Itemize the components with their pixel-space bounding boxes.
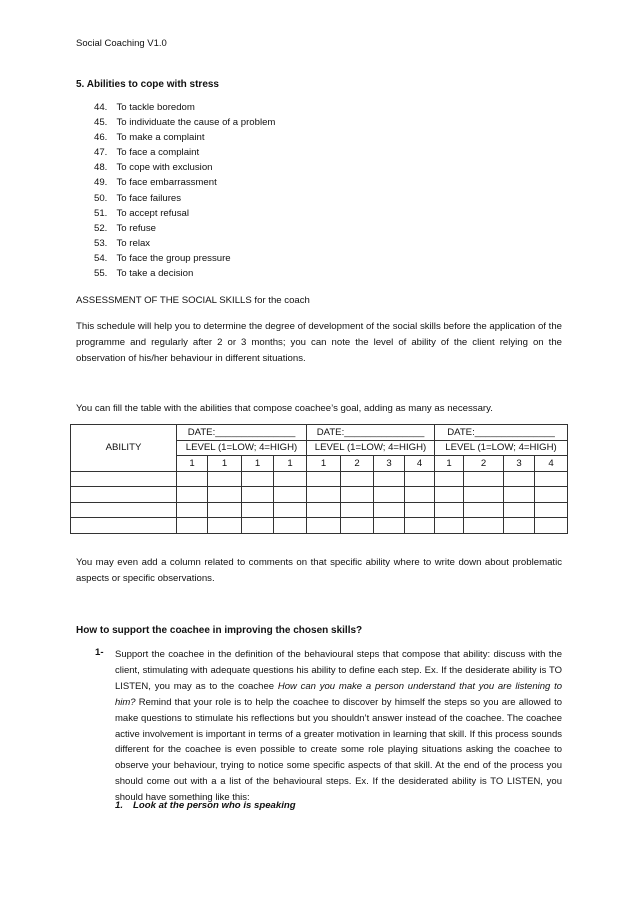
date-field[interactable]: DATE:_______________ (177, 425, 307, 441)
list-item (94, 130, 275, 145)
table-instructions: You can fill the table with the abilities that compose coachee’s goal, adding as many as necessary. (76, 403, 493, 414)
list-item (94, 100, 275, 115)
item-number: 53. (94, 237, 108, 249)
item-text: To face failures (116, 192, 182, 204)
score-cell[interactable] (307, 518, 341, 534)
list-item (94, 191, 275, 206)
score-cell[interactable] (341, 487, 374, 503)
score-cell[interactable] (535, 518, 568, 534)
empty-table-row (71, 471, 568, 487)
level-value: 1 (274, 456, 307, 472)
item-text: To make a complaint (116, 132, 205, 144)
item-text: To take a decision (116, 268, 194, 280)
score-cell[interactable] (341, 502, 374, 518)
list-item (94, 266, 275, 281)
item-text: To face a complaint (116, 147, 200, 159)
level-value: 4 (405, 456, 435, 472)
score-cell[interactable] (464, 471, 504, 487)
item-number: 47. (94, 147, 108, 159)
ability-cell[interactable] (71, 471, 177, 487)
score-cell[interactable] (307, 471, 341, 487)
level-label: LEVEL (1=LOW; 4=HIGH) (435, 440, 568, 456)
item-text: To accept refusal (116, 207, 190, 219)
list-item (94, 115, 275, 130)
score-cell[interactable] (435, 502, 464, 518)
level-value: 1 (208, 456, 242, 472)
score-cell[interactable] (208, 502, 242, 518)
item-text: To cope with exclusion (116, 162, 213, 174)
ability-header: ABILITY (71, 425, 177, 472)
item-number: 44. (94, 102, 108, 113)
item-text: To tackle boredom (116, 102, 195, 113)
level-value: 4 (535, 456, 568, 472)
step-number: 1- (95, 647, 104, 658)
document-header: Social Coaching V1.0 (76, 38, 167, 49)
score-cell[interactable] (177, 487, 208, 503)
score-cell[interactable] (341, 518, 374, 534)
step-text (115, 647, 562, 806)
item-number: 50. (94, 192, 108, 204)
score-cell[interactable] (208, 487, 242, 503)
score-cell[interactable] (208, 518, 242, 534)
score-cell[interactable] (504, 471, 535, 487)
list-item (94, 221, 275, 236)
score-cell[interactable] (177, 518, 208, 534)
score-cell[interactable] (374, 487, 405, 503)
level-value: 1 (242, 456, 274, 472)
empty-table-row (71, 502, 568, 518)
score-cell[interactable] (307, 487, 341, 503)
item-text: To face embarrassment (116, 177, 217, 189)
score-cell[interactable] (464, 518, 504, 534)
assessment-table (70, 424, 568, 534)
score-cell[interactable] (535, 502, 568, 518)
score-cell[interactable] (405, 471, 435, 487)
assessment-paragraph: This schedule will help you to determine the degree of development of the social skills before the application of the programme and regularly after 2 or 3 months; you can note the level of ability of the client relying on the observation of his/her behaviour in different situations. (76, 321, 562, 364)
item-text: To relax (116, 237, 151, 249)
score-cell[interactable] (405, 518, 435, 534)
item-text: To face the group pressure (116, 252, 231, 264)
score-cell[interactable] (307, 502, 341, 518)
level-value: 3 (504, 456, 535, 472)
score-cell[interactable] (242, 487, 274, 503)
score-cell[interactable] (177, 502, 208, 518)
score-cell[interactable] (535, 471, 568, 487)
item-number: 49. (94, 177, 108, 189)
score-cell[interactable] (374, 518, 405, 534)
score-cell[interactable] (504, 518, 535, 534)
level-label: LEVEL (1=LOW; 4=HIGH) (307, 440, 435, 456)
item-number: 45. (94, 117, 108, 129)
section-title: 5. Abilities to cope with stress (76, 79, 219, 90)
score-cell[interactable] (464, 487, 504, 503)
sub-step-number: 1. (115, 800, 124, 811)
list-item (94, 145, 275, 160)
item-number: 51. (94, 207, 108, 219)
score-cell[interactable] (274, 487, 307, 503)
empty-table-row (71, 487, 568, 503)
score-cell[interactable] (504, 502, 535, 518)
score-cell[interactable] (208, 471, 242, 487)
list-item (94, 160, 275, 175)
level-value: 1 (307, 456, 341, 472)
score-cell[interactable] (274, 518, 307, 534)
sub-step (115, 800, 296, 811)
score-cell[interactable] (274, 471, 307, 487)
score-cell[interactable] (374, 471, 405, 487)
score-cell[interactable] (464, 502, 504, 518)
ability-cell[interactable] (71, 518, 177, 534)
score-cell[interactable] (435, 518, 464, 534)
ability-cell[interactable] (71, 487, 177, 503)
score-cell[interactable] (177, 471, 208, 487)
list-item (94, 175, 275, 190)
level-value: 1 (177, 456, 208, 472)
level-value: 1 (435, 456, 464, 472)
comments-note: You may even add a column related to comments on that specific ability where to write down about problematic aspects or specific observations. (76, 557, 562, 584)
item-number: 55. (94, 268, 108, 280)
item-number: 52. (94, 222, 108, 234)
empty-table-row (71, 518, 568, 534)
score-cell[interactable] (242, 518, 274, 534)
score-cell[interactable] (435, 487, 464, 503)
item-text: To individuate the cause of a problem (116, 117, 276, 129)
list-item (94, 236, 275, 251)
assessment-title: ASSESSMENT OF THE SOCIAL SKILLS for the coach (76, 295, 310, 306)
table-row (71, 425, 568, 441)
step-italic-question: How can you make a person understand that you are listening to him? (115, 680, 562, 708)
support-title: How to support the coachee in improving the chosen skills? (76, 625, 363, 636)
level-value: 2 (341, 456, 374, 472)
score-cell[interactable] (435, 471, 464, 487)
list-item (94, 206, 275, 221)
item-number: 46. (94, 132, 108, 144)
date-field[interactable]: DATE:_______________ (435, 425, 568, 441)
sub-step-text: Look at the person who is speaking (133, 800, 296, 811)
abilities-list (94, 100, 275, 281)
score-cell[interactable] (504, 487, 535, 503)
score-cell[interactable] (242, 471, 274, 487)
level-value: 2 (464, 456, 504, 472)
item-text: To refuse (116, 222, 156, 234)
item-number: 54. (94, 252, 108, 264)
score-cell[interactable] (341, 471, 374, 487)
ability-cell[interactable] (71, 502, 177, 518)
score-cell[interactable] (242, 502, 274, 518)
score-cell[interactable] (374, 502, 405, 518)
list-item (94, 251, 275, 266)
score-cell[interactable] (535, 487, 568, 503)
score-cell[interactable] (405, 502, 435, 518)
step-text-part: Remind that your role is to help the coachee to discover by himself the steps so you are allowed to make questions to stimulate his reflections but you shouldn’t answer instead of the coachee. The coachee active involvement is important in terms of a greater motivation in learning that skill. If this process sounds different for the coachee is even possible to create some role playing situations asking the coachee to observe your behaviour, trying to notice some specific aspects of that skill. At the end of the process you should come out with a a list of the behavioural steps. Ex. If the desiderated ability is TO LISTEN, you should have something like this: (115, 696, 562, 804)
date-field[interactable]: DATE:_______________ (307, 425, 435, 441)
level-label: LEVEL (1=LOW; 4=HIGH) (177, 440, 307, 456)
item-number: 48. (94, 162, 108, 174)
score-cell[interactable] (274, 502, 307, 518)
score-cell[interactable] (405, 487, 435, 503)
step-text-part: Support the coachee in the definition of the behavioural steps that compose that ability: discuss with the client, stimulating with adequate questions his ability to define each step. Ex. If the desiderate ability is TO LISTEN, you may as to the coachee (115, 649, 562, 692)
level-value: 3 (374, 456, 405, 472)
